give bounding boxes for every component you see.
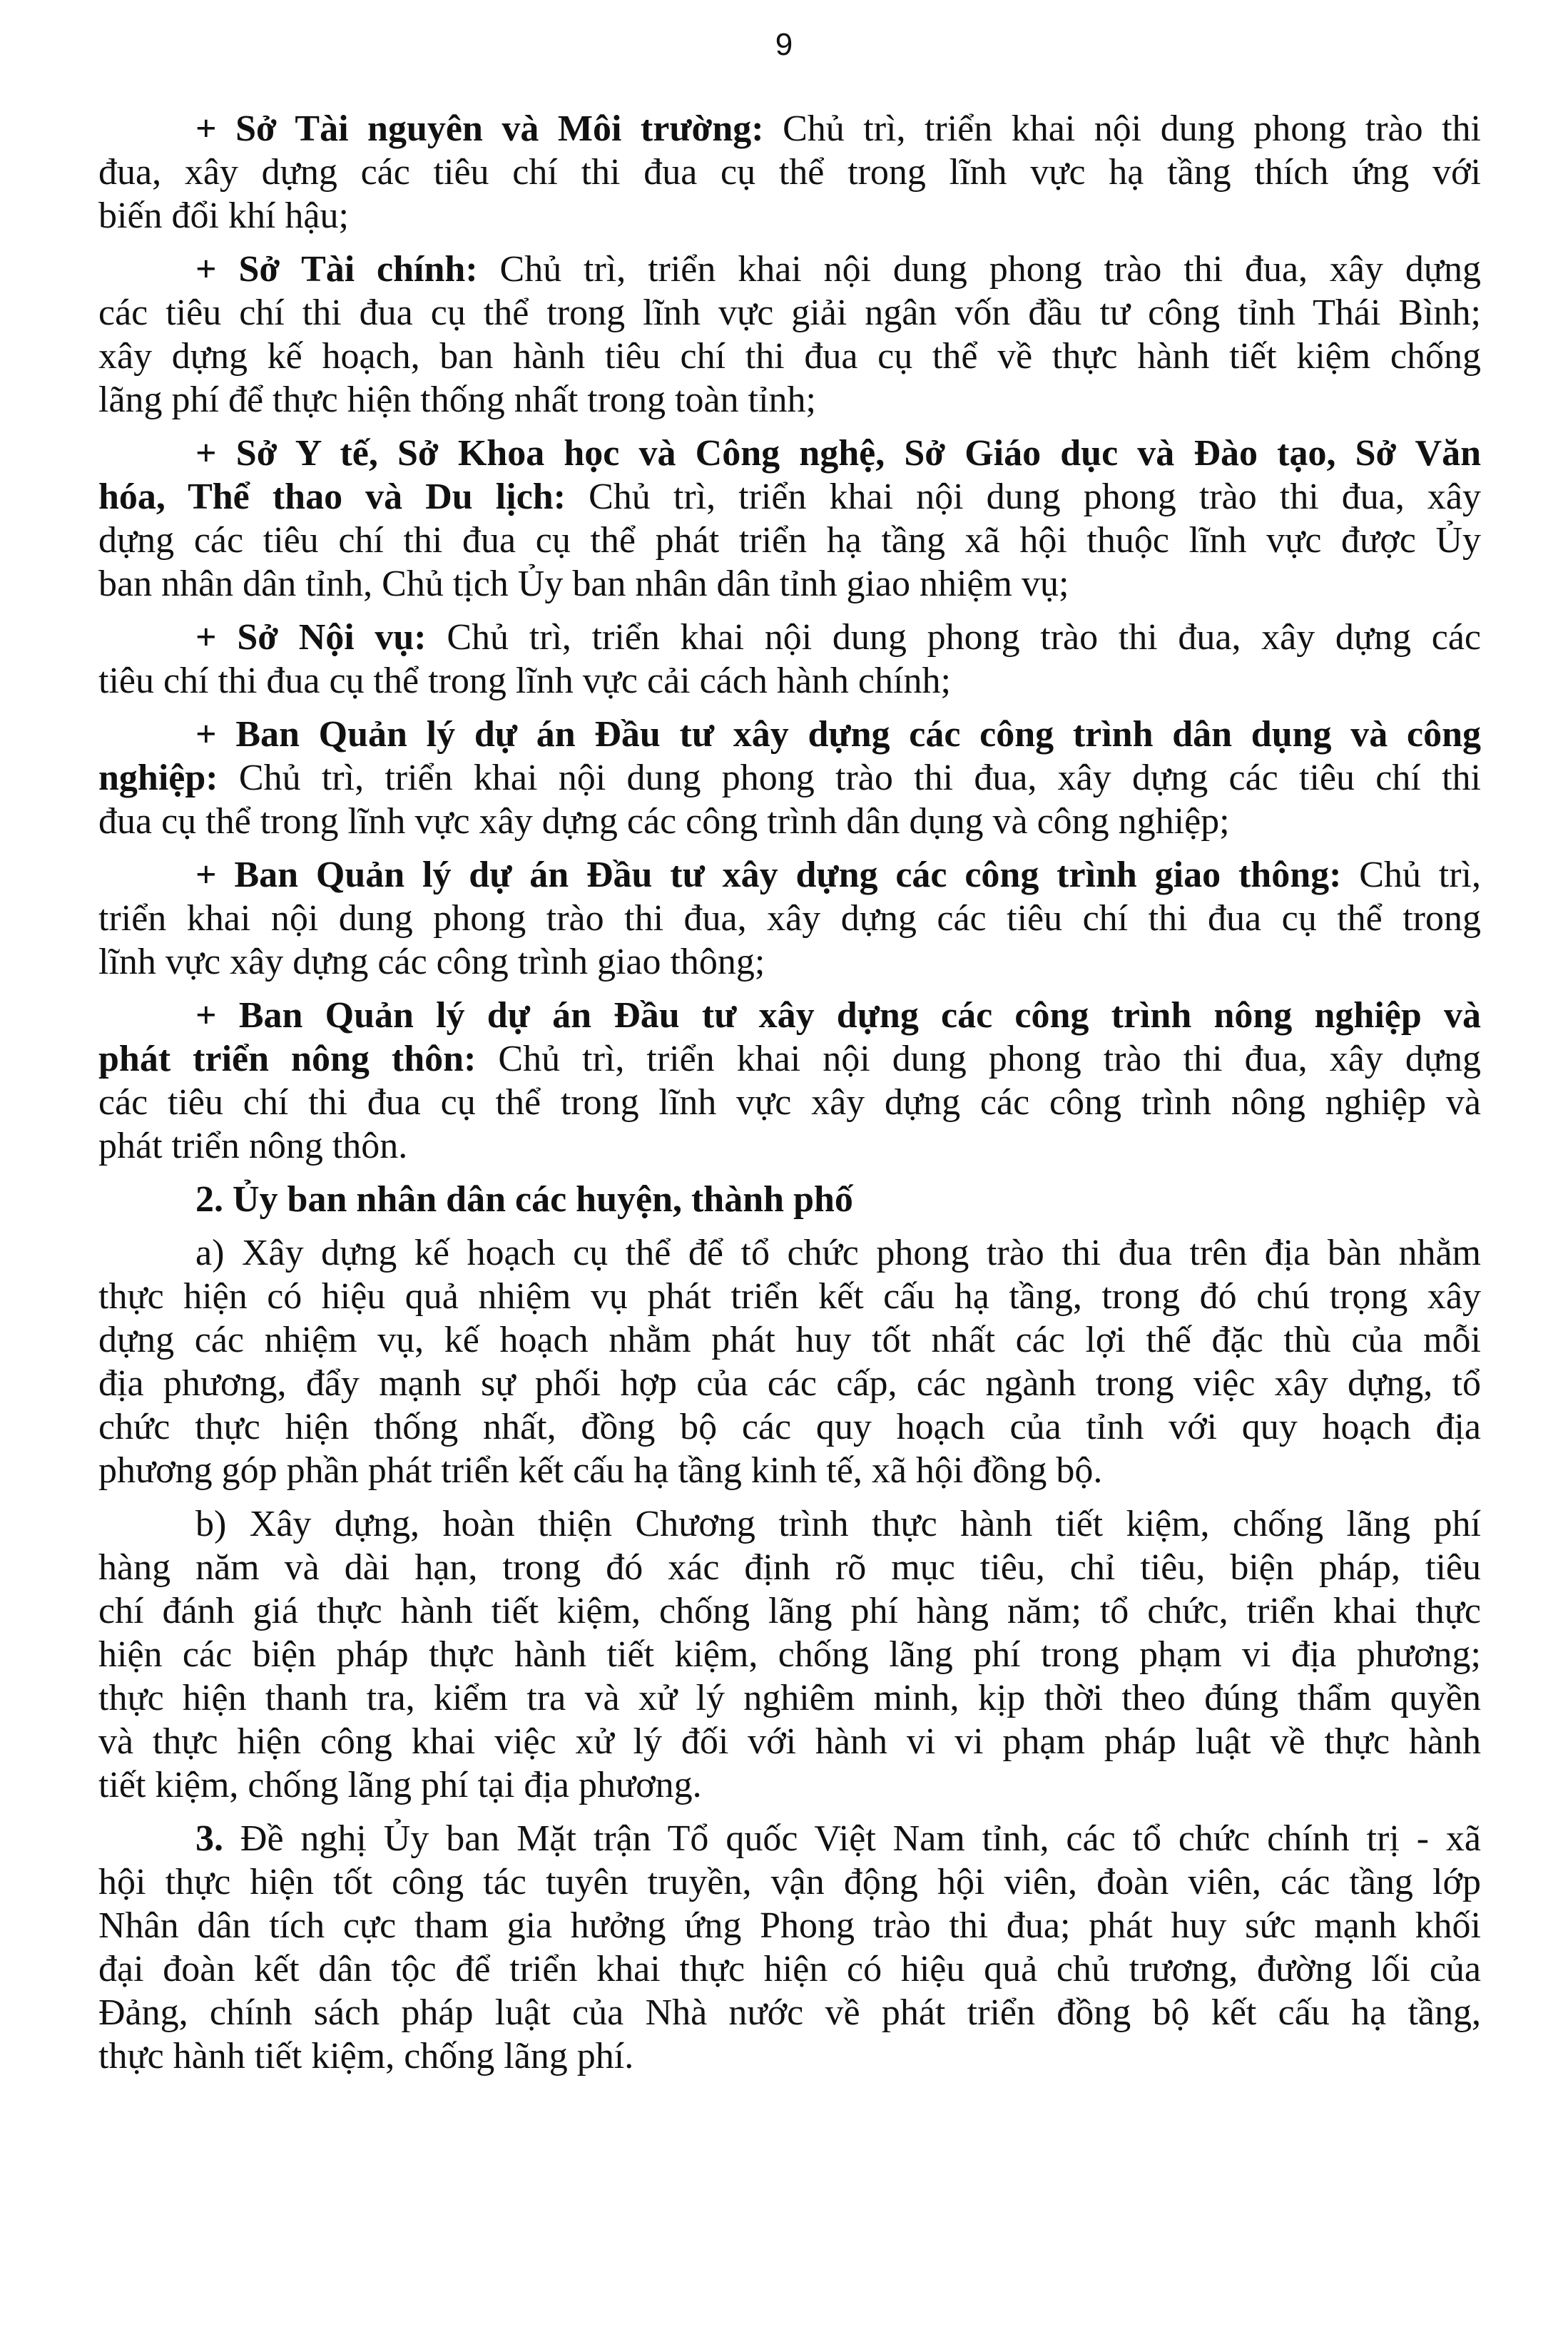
body-text: b) Xây dựng, hoàn thiện Chương trình thực hành tiết kiệm, chống lãng phí bbox=[195, 1504, 1481, 1544]
body-text: dựng các tiêu chí thi đua cụ thể phát triển hạ tầng xã hội thuộc lĩnh vực được Ủy bbox=[98, 520, 1481, 561]
body-text: thực hiện thanh tra, kiểm tra và xử lý nghiêm minh, kịp thời theo đúng thẩm quyền bbox=[98, 1678, 1481, 1718]
body-text: thực hiện có hiệu quả nhiệm vụ phát triển kết cấu hạ tầng, trong đó chú trọng xây bbox=[98, 1276, 1481, 1317]
body-text: tiêu chí thi đua cụ thể trong lĩnh vực cải cách hành chính; bbox=[98, 661, 951, 701]
body-text: phương góp phần phát triển kết cấu hạ tầng kinh tế, xã hội đồng bộ. bbox=[98, 1450, 1103, 1491]
body-text: Chủ trì, triển khai nội dung phong trào thi đua, xây dựng bbox=[476, 1039, 1481, 1079]
body-text: phát triển nông thôn. bbox=[98, 1126, 408, 1166]
text-line bbox=[98, 1720, 1481, 1763]
bold-text: + Ban Quản lý dự án Đầu tư xây dựng các công trình giao thông: bbox=[195, 855, 1342, 895]
text-line bbox=[98, 291, 1481, 335]
body-text: tiết kiệm, chống lãng phí tại địa phương. bbox=[98, 1765, 702, 1805]
text-line bbox=[98, 1947, 1481, 1991]
body-text: Chủ trì, triển khai nội dung phong trào thi đua, xây dựng các tiêu chí thi bbox=[218, 758, 1481, 798]
body-text: các tiêu chí thi đua cụ thể trong lĩnh vực xây dựng các công trình nông nghiệp và bbox=[98, 1082, 1481, 1123]
body-text: Chủ trì, triển khai nội dung phong trào thi đua, xây dựng bbox=[477, 249, 1482, 290]
text-line bbox=[98, 1362, 1481, 1405]
bold-text: + Ban Quản lý dự án Đầu tư xây dựng các công trình nông nghiệp và bbox=[195, 995, 1481, 1036]
text-line bbox=[98, 2034, 1481, 2078]
bold-text: 2. Ủy ban nhân dân các huyện, thành phố bbox=[195, 1179, 853, 1220]
page-number: 9 bbox=[775, 27, 793, 62]
body-text: đua cụ thể trong lĩnh vực xây dựng các công trình dân dụng và công nghiệp; bbox=[98, 801, 1230, 842]
text-line bbox=[98, 1904, 1481, 1947]
text-line bbox=[98, 800, 1481, 843]
body-text: hàng năm và dài hạn, trong đó xác định rõ mục tiêu, chỉ tiêu, biện pháp, tiêu bbox=[98, 1547, 1481, 1588]
text-line bbox=[98, 1763, 1481, 1807]
paragraph bbox=[98, 994, 1481, 1168]
body-text: chức thực hiện thống nhất, đồng bộ các quy hoạch của tỉnh với quy hoạch địa bbox=[98, 1407, 1481, 1447]
bold-text: + Sở Tài nguyên và Môi trường: bbox=[195, 108, 764, 149]
text-line bbox=[98, 378, 1481, 422]
text-line bbox=[98, 248, 1481, 291]
text-line bbox=[98, 475, 1481, 519]
body-text: triển khai nội dung phong trào thi đua, xây dựng các tiêu chí thi đua cụ thể trong bbox=[98, 898, 1481, 939]
text-line bbox=[98, 713, 1481, 756]
text-line bbox=[98, 1676, 1481, 1720]
text-line bbox=[98, 194, 1481, 238]
body-text: Chủ trì, triển khai nội dung phong trào thi đua, xây dựng các bbox=[426, 617, 1481, 658]
text-line bbox=[98, 1178, 1481, 1221]
text-line bbox=[98, 1502, 1481, 1546]
body-text: Nhân dân tích cực tham gia hưởng ứng Phong trào thi đua; phát huy sức mạnh khối bbox=[98, 1905, 1481, 1946]
body-text: lĩnh vực xây dựng các công trình giao thông; bbox=[98, 942, 765, 982]
bold-text: 3. bbox=[195, 1818, 223, 1859]
body-text: ban nhân dân tỉnh, Chủ tịch Ủy ban nhân dân tỉnh giao nhiệm vụ; bbox=[98, 564, 1069, 604]
body-text: hiện các biện pháp thực hành tiết kiệm, chống lãng phí trong phạm vi địa phương; bbox=[98, 1634, 1481, 1675]
body-text: đua, xây dựng các tiêu chí thi đua cụ thể trong lĩnh vực hạ tầng thích ứng với bbox=[98, 152, 1481, 193]
text-line bbox=[98, 432, 1481, 475]
paragraph bbox=[98, 853, 1481, 984]
text-line bbox=[98, 853, 1481, 897]
text-line bbox=[98, 107, 1481, 151]
bold-text: phát triển nông thôn: bbox=[98, 1039, 477, 1079]
text-line bbox=[98, 994, 1481, 1037]
body-text: Đề nghị Ủy ban Mặt trận Tổ quốc Việt Nam tỉnh, các tổ chức chính trị - xã bbox=[223, 1818, 1481, 1859]
text-line bbox=[98, 897, 1481, 940]
document-body bbox=[98, 107, 1481, 2078]
bold-text: hóa, Thể thao và Du lịch: bbox=[98, 477, 566, 517]
paragraph bbox=[98, 248, 1481, 422]
text-line bbox=[98, 1991, 1481, 2034]
text-line bbox=[98, 616, 1481, 659]
bold-text: + Sở Nội vụ: bbox=[195, 617, 427, 658]
paragraph bbox=[98, 713, 1481, 843]
bold-text: + Sở Tài chính: bbox=[195, 249, 478, 290]
text-line bbox=[98, 1037, 1481, 1081]
bold-text: + Ban Quản lý dự án Đầu tư xây dựng các công trình dân dụng và công bbox=[195, 714, 1481, 755]
text-line bbox=[98, 1318, 1481, 1362]
body-text: các tiêu chí thi đua cụ thể trong lĩnh vực giải ngân vốn đầu tư công tỉnh Thái Bình; bbox=[98, 292, 1481, 333]
paragraph bbox=[98, 616, 1481, 703]
text-line bbox=[98, 756, 1481, 800]
body-text: Chủ trì, bbox=[1341, 855, 1481, 895]
text-line bbox=[98, 335, 1481, 378]
body-text: thực hành tiết kiệm, chống lãng phí. bbox=[98, 2036, 634, 2077]
paragraph bbox=[98, 1231, 1481, 1492]
paragraph bbox=[98, 1502, 1481, 1807]
paragraph bbox=[98, 1817, 1481, 2078]
text-line bbox=[98, 1231, 1481, 1275]
text-line bbox=[98, 1275, 1481, 1318]
text-line bbox=[98, 1405, 1481, 1449]
paragraph bbox=[98, 432, 1481, 606]
text-line bbox=[98, 659, 1481, 703]
text-line bbox=[98, 1817, 1481, 1860]
body-text: xây dựng kế hoạch, ban hành tiêu chí thi đua cụ thể về thực hành tiết kiệm chống bbox=[98, 336, 1481, 377]
text-line bbox=[98, 940, 1481, 984]
text-line bbox=[98, 1124, 1481, 1168]
body-text: dựng các nhiệm vụ, kế hoạch nhằm phát huy tốt nhất các lợi thế đặc thù của mỗi bbox=[98, 1320, 1481, 1360]
paragraph bbox=[98, 107, 1481, 238]
text-line bbox=[98, 1449, 1481, 1492]
section-heading bbox=[98, 1178, 1481, 1221]
body-text: Đảng, chính sách pháp luật của Nhà nước về phát triển đồng bộ kết cấu hạ tầng, bbox=[98, 1992, 1481, 2033]
text-line bbox=[98, 1633, 1481, 1676]
body-text: Chủ trì, triển khai nội dung phong trào thi đua, xây bbox=[566, 477, 1481, 517]
text-line bbox=[98, 519, 1481, 562]
bold-text: nghiệp: bbox=[98, 758, 218, 798]
body-text: hội thực hiện tốt công tác tuyên truyền, vận động hội viên, đoàn viên, các tầng lớp bbox=[98, 1862, 1481, 1902]
text-line bbox=[98, 1546, 1481, 1589]
body-text: đại đoàn kết dân tộc để triển khai thực hiện có hiệu quả chủ trương, đường lối của bbox=[98, 1949, 1481, 1989]
body-text: a) Xây dựng kế hoạch cụ thể để tổ chức phong trào thi đua trên địa bàn nhằm bbox=[195, 1233, 1481, 1273]
body-text: chí đánh giá thực hành tiết kiệm, chống lãng phí hàng năm; tổ chức, triển khai thực bbox=[98, 1591, 1481, 1631]
body-text: lãng phí để thực hiện thống nhất trong toàn tỉnh; bbox=[98, 379, 816, 420]
text-line bbox=[98, 1081, 1481, 1124]
body-text: và thực hiện công khai việc xử lý đối với hành vi vi phạm pháp luật về thực hành bbox=[98, 1721, 1481, 1762]
text-line bbox=[98, 1589, 1481, 1633]
text-line bbox=[98, 151, 1481, 194]
bold-text: + Sở Y tế, Sở Khoa học và Công nghệ, Sở Giáo dục và Đào tạo, Sở Văn bbox=[195, 433, 1481, 474]
text-line bbox=[98, 1860, 1481, 1904]
body-text: Chủ trì, triển khai nội dung phong trào thi bbox=[763, 108, 1481, 149]
body-text: địa phương, đẩy mạnh sự phối hợp của các cấp, các ngành trong việc xây dựng, tổ bbox=[98, 1363, 1481, 1404]
body-text: biến đổi khí hậu; bbox=[98, 195, 349, 236]
text-line bbox=[98, 562, 1481, 606]
